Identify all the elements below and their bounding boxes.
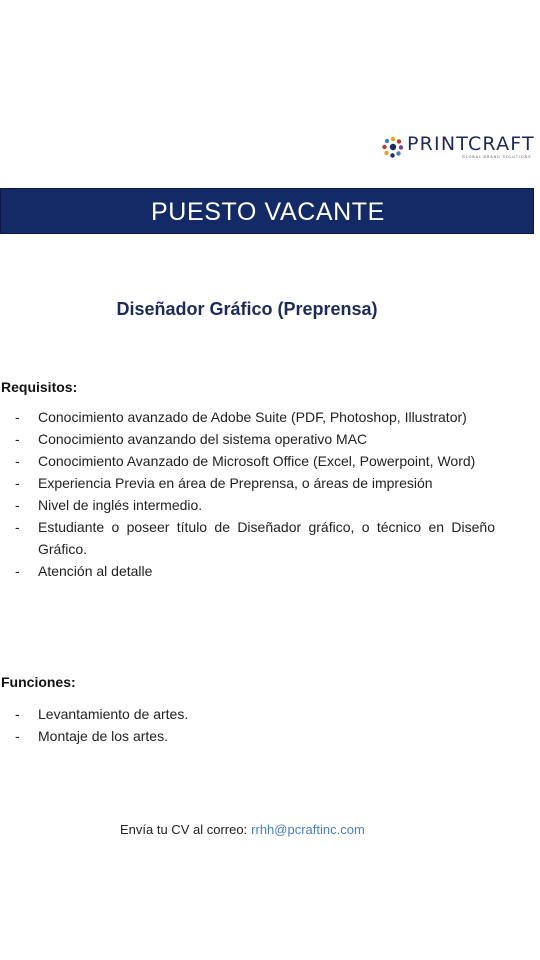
requirement-item xyxy=(14,560,495,582)
requirement-text: Estudiante o poseer título de Diseñador gráfico, o técnico en Diseño Gráfico. xyxy=(38,519,495,557)
requirement-item xyxy=(14,406,495,428)
requirement-item xyxy=(14,516,495,560)
contact-email-link[interactable]: rrhh@pcraftinc.com xyxy=(251,822,365,837)
requirement-text: Conocimiento avanzado de Adobe Suite (PDF, Photoshop, Illustrator) xyxy=(38,409,467,425)
requirement-item xyxy=(14,472,495,494)
requirement-text: Atención al detalle xyxy=(38,563,153,579)
requirement-item xyxy=(14,494,495,516)
position-title: Diseñador Gráfico (Preprensa) xyxy=(116,299,378,319)
list-dash: - xyxy=(15,431,20,447)
function-item xyxy=(14,703,495,725)
function-text: Montaje de los artes. xyxy=(38,728,168,744)
list-dash: - xyxy=(15,563,20,579)
printcraft-logo-icon xyxy=(381,135,405,159)
list-dash: - xyxy=(15,497,20,513)
vacancy-banner xyxy=(0,188,534,234)
requirements-heading: Requisitos: xyxy=(1,379,78,395)
requirement-text: Conocimiento avanzando del sistema operativo MAC xyxy=(38,431,368,447)
contact-label: Envía tu CV al correo: xyxy=(120,822,248,837)
requirement-text: Experiencia Previa en área de Preprensa, o áreas de impresión xyxy=(38,475,433,491)
list-dash: - xyxy=(15,453,20,469)
list-dash: - xyxy=(15,409,20,425)
functions-heading: Funciones: xyxy=(1,674,76,690)
requirement-text: Nivel de inglés intermedio. xyxy=(38,497,203,513)
list-dash: - xyxy=(15,706,20,722)
function-text: Levantamiento de artes. xyxy=(38,706,189,722)
brand-name: PRINTCRAFT xyxy=(407,133,535,155)
brand-tagline: GLOBAL BRAND SOLUTIONS xyxy=(462,155,532,159)
banner-title: PUESTO VACANTE xyxy=(151,198,385,226)
list-dash: - xyxy=(15,475,20,491)
function-item xyxy=(14,725,495,747)
contact-line xyxy=(120,821,365,839)
list-dash: - xyxy=(15,519,20,535)
requirement-item xyxy=(14,428,495,450)
list-dash: - xyxy=(15,728,20,744)
requirement-item xyxy=(14,450,495,472)
printcraft-logo xyxy=(381,133,537,163)
functions-list xyxy=(14,703,495,747)
requirements-list xyxy=(14,406,495,582)
requirement-text: Conocimiento Avanzado de Microsoft Office (Excel, Powerpoint, Word) xyxy=(38,453,476,469)
